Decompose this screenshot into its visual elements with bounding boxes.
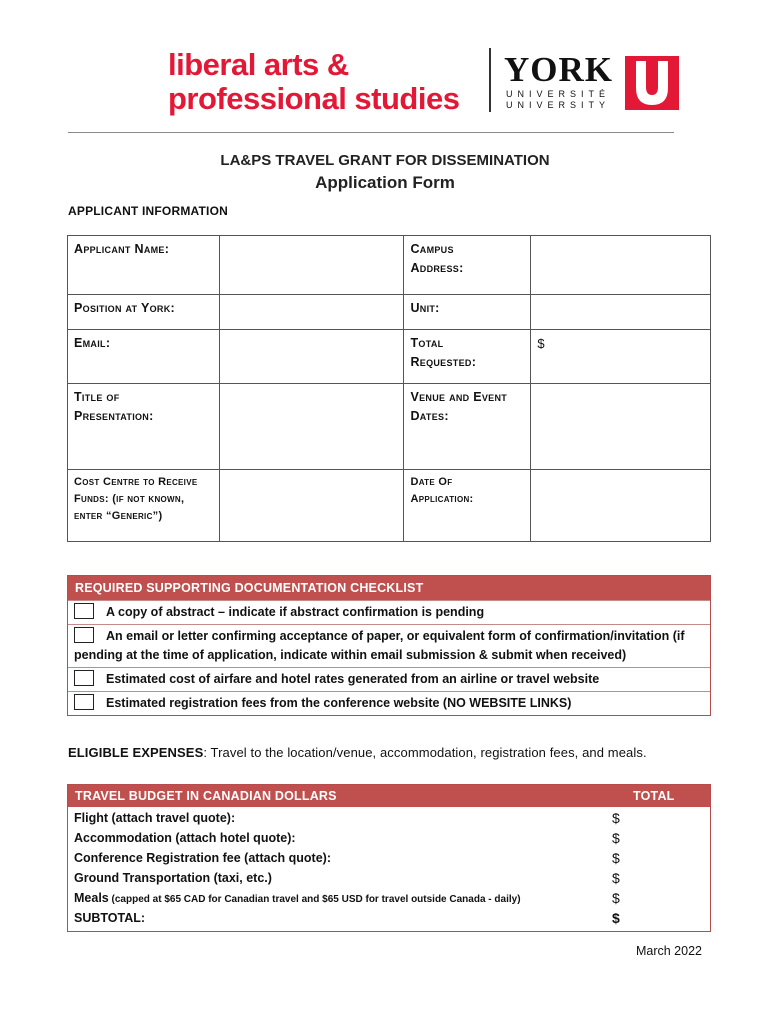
budget-row bbox=[68, 828, 710, 848]
laps-logo bbox=[168, 48, 459, 116]
budget-row bbox=[68, 868, 710, 888]
venue-dates-label: Venue and Event Dates: bbox=[404, 384, 531, 470]
footer-date: March 2022 bbox=[635, 944, 702, 958]
form-title: LA&PS TRAVEL GRANT FOR DISSEMINATION bbox=[220, 152, 550, 169]
checkbox-airfare-hotel[interactable] bbox=[74, 670, 94, 686]
meals-cap-note: (capped at $65 CAD for Canadian travel and $65 USD for travel outside Canada - daily) bbox=[108, 894, 521, 905]
budget-amount-meals[interactable]: $ bbox=[612, 890, 620, 906]
application-date-field[interactable] bbox=[531, 470, 711, 542]
york-wordmark: YORK bbox=[504, 50, 613, 89]
checklist-item bbox=[68, 667, 710, 691]
venue-dates-field[interactable] bbox=[531, 384, 711, 470]
eligible-expenses-label: ELIGIBLE EXPENSES bbox=[68, 745, 204, 760]
logo-line-1: liberal arts & bbox=[168, 47, 349, 82]
applicant-name-label: Applicant Name: bbox=[68, 236, 220, 295]
position-label: Position at York: bbox=[68, 295, 220, 330]
york-universite: UNIVERSITÉ bbox=[506, 89, 611, 99]
york-u-icon bbox=[625, 56, 679, 110]
budget-row-label: SUBTOTAL: bbox=[74, 911, 146, 925]
budget-row bbox=[68, 888, 710, 908]
budget-amount-registration[interactable]: $ bbox=[612, 850, 620, 866]
application-date-label: Date Of Application: bbox=[404, 470, 531, 542]
presentation-title-label: Title of Presentation: bbox=[68, 384, 220, 470]
checklist-item-label: Estimated registration fees from the conference website (NO WEBSITE LINKS) bbox=[106, 696, 572, 710]
checkbox-registration-fees[interactable] bbox=[74, 694, 94, 710]
budget-total-heading: TOTAL bbox=[633, 789, 675, 803]
eligible-expenses bbox=[68, 745, 647, 760]
unit-field[interactable] bbox=[531, 295, 711, 330]
york-university: UNIVERSITY bbox=[506, 100, 611, 110]
table-row bbox=[68, 384, 711, 470]
email-field[interactable] bbox=[219, 330, 404, 384]
header-rule bbox=[68, 132, 674, 133]
budget-row-subtotal bbox=[68, 908, 710, 928]
checklist-item bbox=[68, 624, 710, 667]
email-label: Email: bbox=[68, 330, 220, 384]
campus-address-field[interactable] bbox=[531, 236, 711, 295]
budget-row-label: Ground Transportation (taxi, etc.) bbox=[74, 871, 272, 885]
checklist-item bbox=[68, 600, 710, 624]
checkbox-acceptance[interactable] bbox=[74, 627, 94, 643]
checklist-heading: REQUIRED SUPPORTING DOCUMENTATION CHECKLIST bbox=[68, 576, 710, 600]
budget-amount-subtotal[interactable]: $ bbox=[612, 910, 620, 926]
total-requested-label: Total Requested: bbox=[404, 330, 531, 384]
budget-row bbox=[68, 808, 710, 828]
checklist-item-label: Estimated cost of airfare and hotel rates generated from an airline or travel website bbox=[106, 672, 600, 686]
budget-row-label: Conference Registration fee (attach quote): bbox=[74, 851, 331, 865]
documentation-checklist bbox=[67, 575, 711, 716]
presentation-title-field[interactable] bbox=[219, 384, 404, 470]
budget-amount-accommodation[interactable]: $ bbox=[612, 830, 620, 846]
budget-row-label: Accommodation (attach hotel quote): bbox=[74, 831, 296, 845]
total-requested-field[interactable]: $ bbox=[531, 330, 711, 384]
budget-row-label: Meals bbox=[74, 891, 109, 905]
table-row bbox=[68, 330, 711, 384]
checklist-item-label: A copy of abstract – indicate if abstract confirmation is pending bbox=[106, 605, 485, 619]
table-row bbox=[68, 295, 711, 330]
table-row bbox=[68, 236, 711, 295]
travel-budget-table bbox=[67, 784, 711, 932]
section-applicant-info: APPLICANT INFORMATION bbox=[68, 204, 228, 218]
applicant-info-table bbox=[67, 235, 711, 542]
checklist-item-label: An email or letter confirming acceptance of paper, or equivalent form of confirmation/invitation (if pending at the time of application, indicate within email submission & submit when received) bbox=[74, 629, 685, 662]
cost-centre-field[interactable] bbox=[219, 470, 404, 542]
checklist-item bbox=[68, 691, 710, 715]
budget-heading: TRAVEL BUDGET IN CANADIAN DOLLARS bbox=[75, 789, 337, 803]
checkbox-abstract[interactable] bbox=[74, 603, 94, 619]
budget-amount-ground[interactable]: $ bbox=[612, 870, 620, 886]
budget-heading-row bbox=[68, 785, 710, 807]
form-subtitle: Application Form bbox=[315, 173, 455, 192]
applicant-name-field[interactable] bbox=[219, 236, 404, 295]
campus-address-label: Campus Address: bbox=[404, 236, 531, 295]
logo-line-2: professional studies bbox=[168, 81, 460, 116]
cost-centre-label: Cost Centre to Receive Funds: (if not known, enter “Generic”) bbox=[68, 470, 220, 542]
eligible-expenses-text: : Travel to the location/venue, accommodation, registration fees, and meals. bbox=[203, 745, 647, 760]
position-field[interactable] bbox=[219, 295, 404, 330]
budget-row-label: Flight (attach travel quote): bbox=[74, 811, 236, 825]
logo-divider bbox=[489, 48, 491, 112]
budget-row bbox=[68, 848, 710, 868]
budget-amount-flight[interactable]: $ bbox=[612, 810, 620, 826]
table-row bbox=[68, 470, 711, 542]
unit-label: Unit: bbox=[404, 295, 531, 330]
